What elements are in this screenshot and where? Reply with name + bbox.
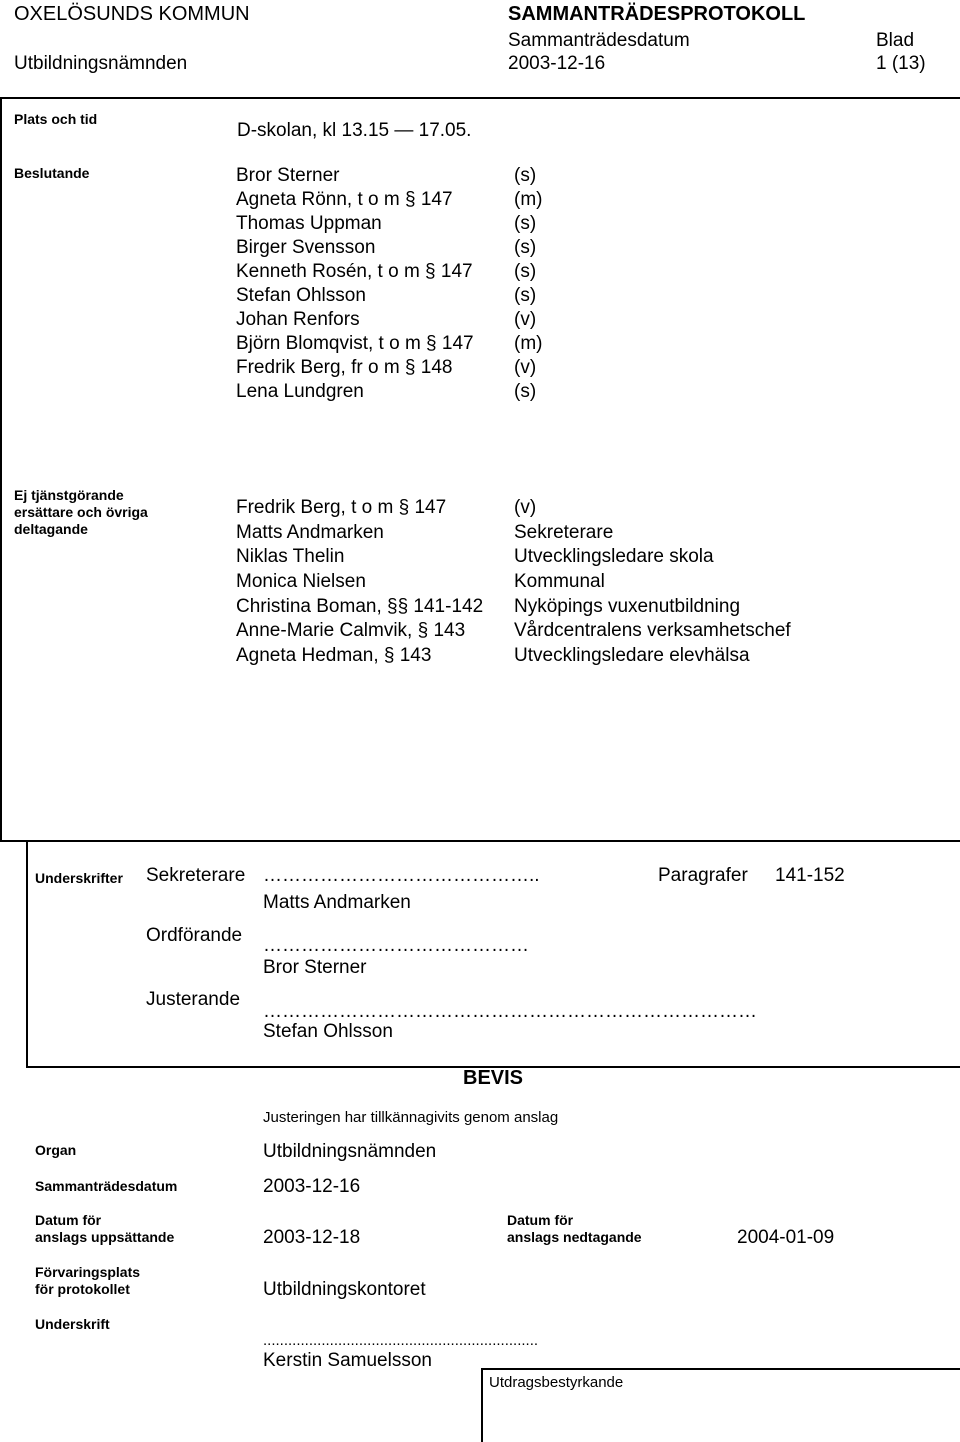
others-names	[236, 496, 483, 669]
paragraphs-label: Paragrafer	[658, 865, 748, 886]
removed-date-label-line: Datum för	[507, 1212, 574, 1228]
others-label-line: deltagande	[14, 521, 88, 537]
page-number: 1 (13)	[876, 53, 926, 74]
member-party: (m)	[514, 333, 543, 354]
member-party: (s)	[514, 237, 537, 258]
posted-date-label	[35, 1212, 174, 1246]
posted-date-label-line: anslags uppsättande	[35, 1229, 175, 1245]
posted-date-value: 2003-12-18	[263, 1227, 361, 1248]
organ-value: Utbildningsnämnden	[263, 1141, 437, 1162]
other-role: Nyköpings vuxenutbildning	[514, 595, 741, 617]
committee-name: Utbildningsnämnden	[14, 53, 188, 74]
chair-label: Ordförande	[146, 925, 243, 946]
removed-date-label-line: anslags nedtagande	[507, 1229, 642, 1245]
adjuster-name: Stefan Ohlsson	[263, 1021, 393, 1042]
member-party: (m)	[514, 189, 543, 210]
frame-top-line	[0, 97, 960, 99]
others-label-line: Ej tjänstgörande	[14, 487, 124, 503]
signatures-top-line	[0, 840, 960, 842]
bevis-intro: Justeringen har tillkännagivits genom anslag	[263, 1109, 559, 1126]
member-name: Kenneth Rosén, t o m § 147	[236, 261, 473, 282]
signature-line: ..................................................................	[263, 1332, 539, 1349]
member-name: Johan Renfors	[236, 309, 360, 330]
decision-makers-label: Beslutande	[14, 165, 90, 181]
certifier-left-line	[481, 1368, 483, 1442]
others-roles	[514, 496, 791, 669]
others-label	[14, 487, 148, 538]
certifier-top-line	[481, 1368, 960, 1370]
storage-label	[35, 1264, 140, 1298]
page-label: Blad	[876, 30, 915, 51]
other-name: Christina Boman, §§ 141-142	[236, 595, 484, 617]
member-name: Agneta Rönn, t o m § 147	[236, 189, 453, 210]
signature-name: Kerstin Samuelsson	[263, 1350, 432, 1371]
member-party: (s)	[514, 285, 537, 306]
removed-date-value: 2004-01-09	[737, 1227, 835, 1248]
other-role: Kommunal	[514, 571, 605, 593]
frame-left-line	[0, 97, 2, 840]
other-name: Monica Nielsen	[236, 571, 366, 593]
secretary-name: Matts Andmarken	[263, 892, 411, 913]
place-label: Plats och tid	[14, 111, 98, 127]
bevis-title: BEVIS	[463, 1067, 524, 1089]
paragraphs-value: 141-152	[775, 865, 845, 886]
meeting-date: 2003-12-16	[508, 53, 606, 74]
signatures-label: Underskrifter	[35, 870, 123, 886]
document-type: SAMMANTRÄDESPROTOKOLL	[508, 3, 806, 25]
member-name: Birger Svensson	[236, 237, 376, 258]
secretary-label: Sekreterare	[146, 865, 246, 886]
other-role: Utvecklingsledare elevhälsa	[514, 645, 750, 667]
storage-label-line: Förvaringsplats	[35, 1264, 141, 1280]
chair-name: Bror Sterner	[263, 957, 367, 978]
chair-signature-line: ……………………………………	[263, 935, 529, 956]
bevis-date-label: Sammanträdesdatum	[35, 1178, 178, 1194]
member-name: Thomas Uppman	[236, 213, 382, 234]
decision-makers-parties	[514, 164, 542, 404]
other-name: Fredrik Berg, t o m § 147	[236, 497, 447, 518]
signatures-left-line	[26, 840, 28, 1068]
adjuster-signature-line: ……………………………………………………………………	[263, 1001, 757, 1022]
removed-date-label	[507, 1212, 642, 1246]
member-party: (s)	[514, 165, 537, 186]
storage-label-line: för protokollet	[35, 1281, 130, 1297]
member-name: Stefan Ohlsson	[236, 285, 366, 306]
organ-label: Organ	[35, 1142, 77, 1158]
other-name: Niklas Thelin	[236, 546, 345, 568]
signature-label: Underskrift	[35, 1316, 110, 1332]
posted-date-label-line: Datum för	[35, 1212, 102, 1228]
member-name: Lena Lundgren	[236, 381, 364, 402]
decision-makers-names	[236, 164, 474, 404]
org-name: OXELÖSUNDS KOMMUN	[14, 3, 250, 25]
storage-value: Utbildningskontoret	[263, 1279, 426, 1300]
other-name: Agneta Hedman, § 143	[236, 645, 432, 667]
other-name: Matts Andmarken	[236, 521, 384, 543]
secretary-signature-line: ……………………………………..	[263, 865, 540, 886]
member-party: (s)	[514, 261, 537, 282]
member-party: (v)	[514, 357, 537, 378]
other-role: Vårdcentralens verksamhetschef	[514, 620, 791, 642]
member-party: (s)	[514, 381, 537, 402]
other-name: Anne-Marie Calmvik, § 143	[236, 620, 466, 642]
certifier-label: Utdragsbestyrkande	[489, 1374, 624, 1391]
adjuster-label: Justerande	[146, 989, 241, 1010]
others-label-line: ersättare och övriga	[14, 504, 148, 520]
member-party: (v)	[514, 309, 537, 330]
member-name: Bror Sterner	[236, 165, 340, 186]
bevis-date-value: 2003-12-16	[263, 1176, 361, 1197]
member-party: (s)	[514, 213, 537, 234]
place-value: D-skolan, kl 13.15 — 17.05.	[237, 120, 472, 141]
date-label: Sammanträdesdatum	[508, 30, 690, 51]
member-name: Björn Blomqvist, t o m § 147	[236, 333, 474, 354]
other-role: Sekreterare	[514, 521, 614, 543]
member-name: Fredrik Berg, fr o m § 148	[236, 357, 453, 378]
other-role: Utvecklingsledare skola	[514, 546, 714, 568]
other-role: (v)	[514, 497, 537, 518]
